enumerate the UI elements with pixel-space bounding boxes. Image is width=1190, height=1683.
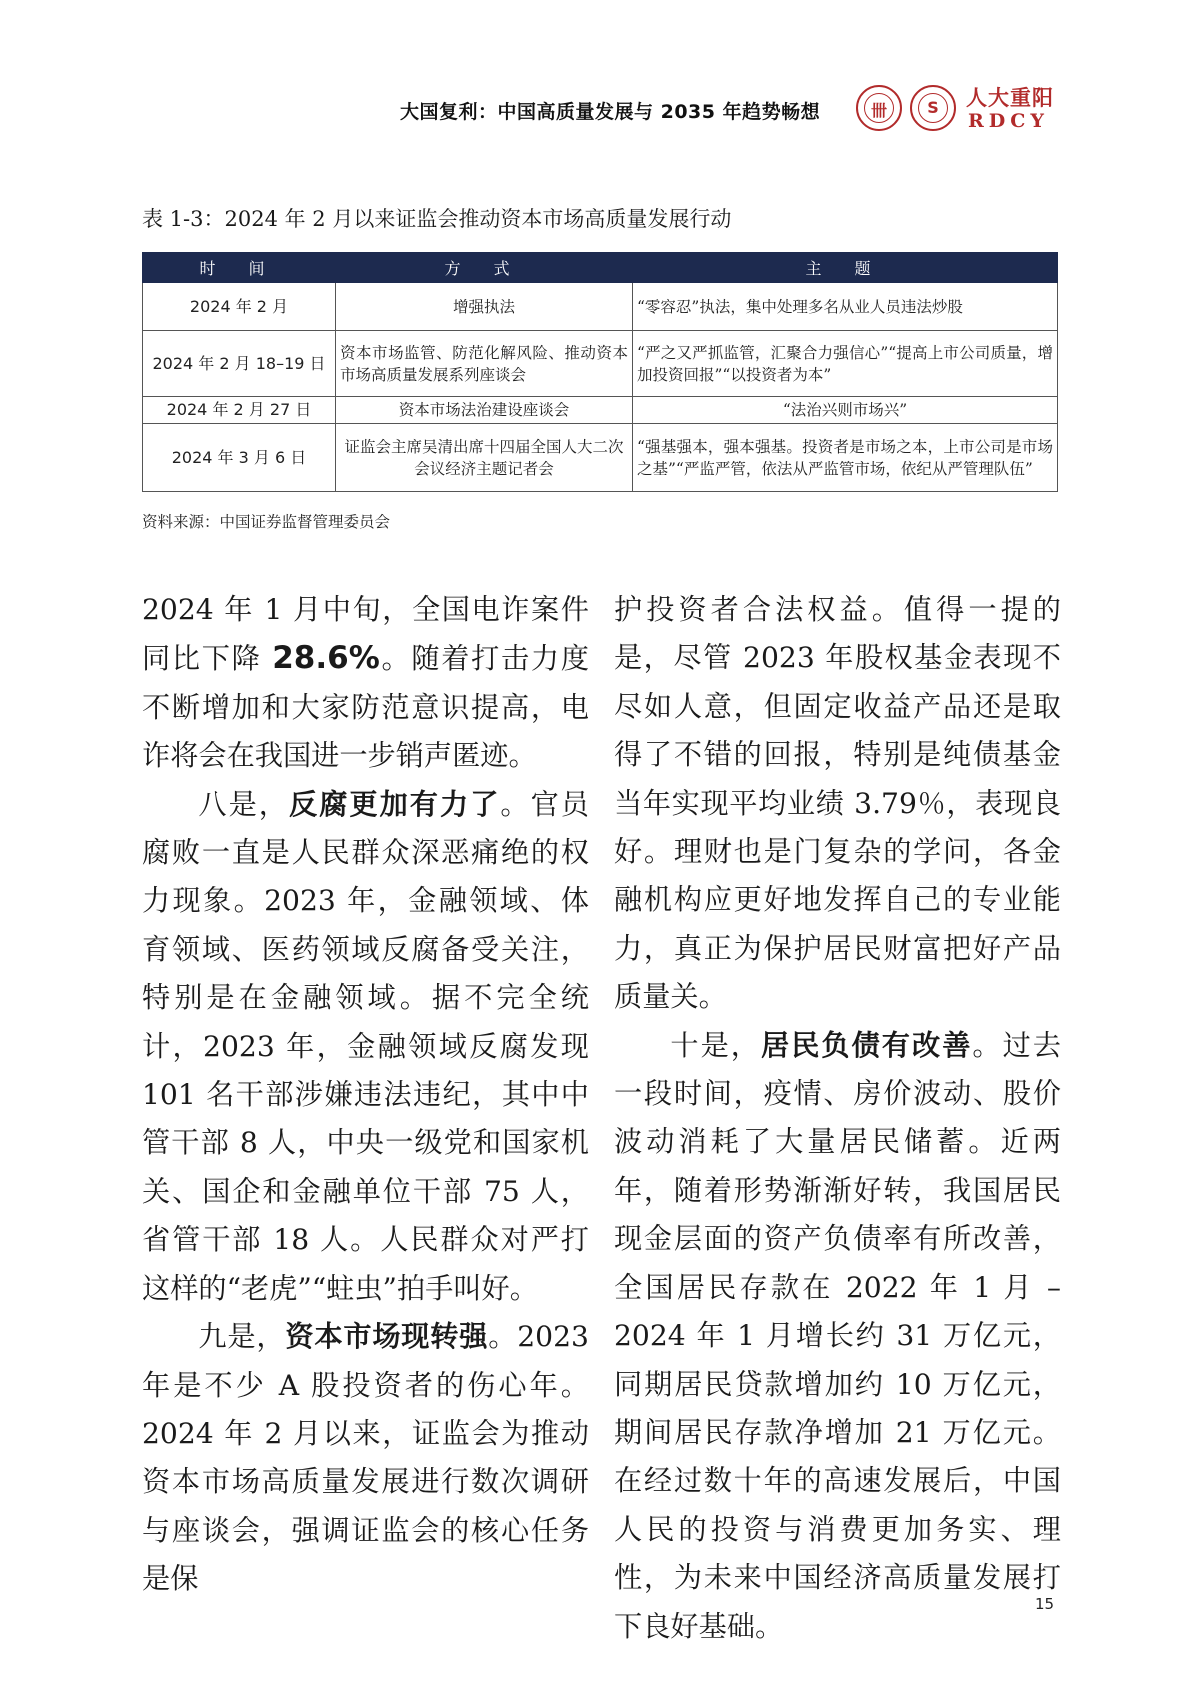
paragraph-keyphrase: 资本市场现转强 — [285, 1320, 489, 1354]
row-method: 资本市场监管、防范化解风险、推动资本市场高质量发展系列座谈会 — [336, 331, 633, 397]
highlight-figure: 28.6% — [272, 640, 380, 677]
brand-name-cn: 人大重阳 — [966, 85, 1054, 110]
row-method: 资本市场法治建设座谈会 — [336, 397, 633, 424]
university-seal-icon: 卌 — [856, 85, 902, 131]
row-date: 2024 年 2 月 18–19 日 — [143, 331, 336, 397]
csrc-actions-table — [142, 252, 1058, 492]
paragraph-household-debt — [614, 1022, 1061, 1651]
paragraph-lead: 十是， — [670, 1028, 761, 1062]
paragraph-text: 。官员腐败一直是人民群众深恶痛绝的权力现象。2023 年，金融领域、体育领域、医药领域反腐备受关注，特别是在金融领域。据不完全统计，2023 年，金融领域反腐发现 101 名干部涉嫌违法违纪，其中中管干部 8 人，中央一级党和国家机关、国企和金融单位干部 75 人，省管干部 18 人。人民群众对严打这样的“老虎”“蛀虫”拍手叫好。 — [142, 787, 589, 1305]
paragraph-telecom-fraud — [142, 586, 589, 781]
paragraph-keyphrase: 反腐更加有力了 — [289, 787, 501, 821]
row-date: 2024 年 2 月 — [143, 283, 336, 331]
paragraph-keyphrase: 居民负债有改善 — [761, 1028, 973, 1062]
paragraph-anti-corruption — [142, 781, 589, 1313]
row-date: 2024 年 2 月 27 日 — [143, 397, 336, 424]
table-source-note: 资料来源：中国证券监督管理委员会 — [142, 513, 391, 531]
column-header-method: 方 式 — [336, 253, 633, 283]
brand-name-en: RDCY — [968, 110, 1049, 132]
table-row — [143, 283, 1058, 331]
table-header-row — [143, 253, 1058, 283]
column-header-time: 时 间 — [143, 253, 336, 283]
paragraph-text: 护投资者合法权益。值得一提的是，尽管 2023 年股权基金表现不尽如人意，但固定收益产品还是取得了不错的回报，特别是纯债基金当年实现平均业绩 3.79％，表现良好。理财也是门复杂的学问，各金融机构应更好地发挥自己的专业能力，真正为保护居民财富把好产品质量关。 — [614, 593, 1061, 1014]
text-column-left — [142, 586, 589, 1604]
row-method: 证监会主席吴清出席十四届全国人大二次会议经济主题记者会 — [336, 424, 633, 492]
rdcy-seal-icon: S — [910, 85, 956, 131]
institution-logos — [856, 80, 1056, 136]
row-theme: “法治兴则市场兴” — [633, 397, 1058, 424]
column-header-theme: 主 题 — [633, 253, 1058, 283]
paragraph-text: 。2023 年是不少 A 股投资者的伤心年。2024 年 2 月以来，证监会为推动资本市场高质量发展进行数次调研与座谈会，强调证监会的核心任务是保 — [142, 1320, 589, 1596]
row-theme: “强基强本，强本强基。投资者是市场之本，上市公司是市场之基”“严监严管，依法从严监管市场，依纪从严管理队伍” — [633, 424, 1058, 492]
paragraph-capital-market-cont — [614, 586, 1061, 1022]
table-row — [143, 397, 1058, 424]
paragraph-capital-market — [142, 1313, 589, 1603]
row-theme: “零容忍”执法，集中处理多名从业人员违法炒股 — [633, 283, 1058, 331]
paragraph-text: 。过去一段时间，疫情、房价波动、股价波动消耗了大量居民储蓄。近两年，随着形势渐渐好转，我国居民现金层面的资产负债率有所改善，全国居民存款在 2022 年 1 月 –2024 年 1 月增长约 31 万亿元，同期居民贷款增加约 10 万亿元，期间居民存款净增加 21 万亿元。在经过数十年的高速发展后，中国人民的投资与消费更加务实、理性，为未来中国经济高质量发展打下良好基础。 — [614, 1028, 1061, 1643]
paragraph-lead: 九是， — [198, 1320, 286, 1354]
paragraph-text: 。随着打击力度不断增加和大家防范意识提高，电诈将会在我国进一步销声匿迹。 — [142, 642, 589, 773]
row-method: 增强执法 — [336, 283, 633, 331]
row-theme: “严之又严抓监管，汇聚合力强信心”“提高上市公司质量，增加投资回报”“以投资者为本” — [633, 331, 1058, 397]
table-row — [143, 331, 1058, 397]
paragraph-text: 2024 年 1 月中旬，全国电诈案件同比下降 — [142, 593, 589, 676]
text-column-right — [614, 586, 1061, 1651]
running-header-title: 大国复利：中国高质量发展与 2035 年趋势畅想 — [400, 101, 821, 123]
paragraph-lead: 八是， — [198, 787, 289, 821]
table-row — [143, 424, 1058, 492]
table-caption: 表 1-3：2024 年 2 月以来证监会推动资本市场高质量发展行动 — [142, 207, 732, 231]
row-date: 2024 年 3 月 6 日 — [143, 424, 336, 492]
page-number: 15 — [1035, 1595, 1055, 1613]
